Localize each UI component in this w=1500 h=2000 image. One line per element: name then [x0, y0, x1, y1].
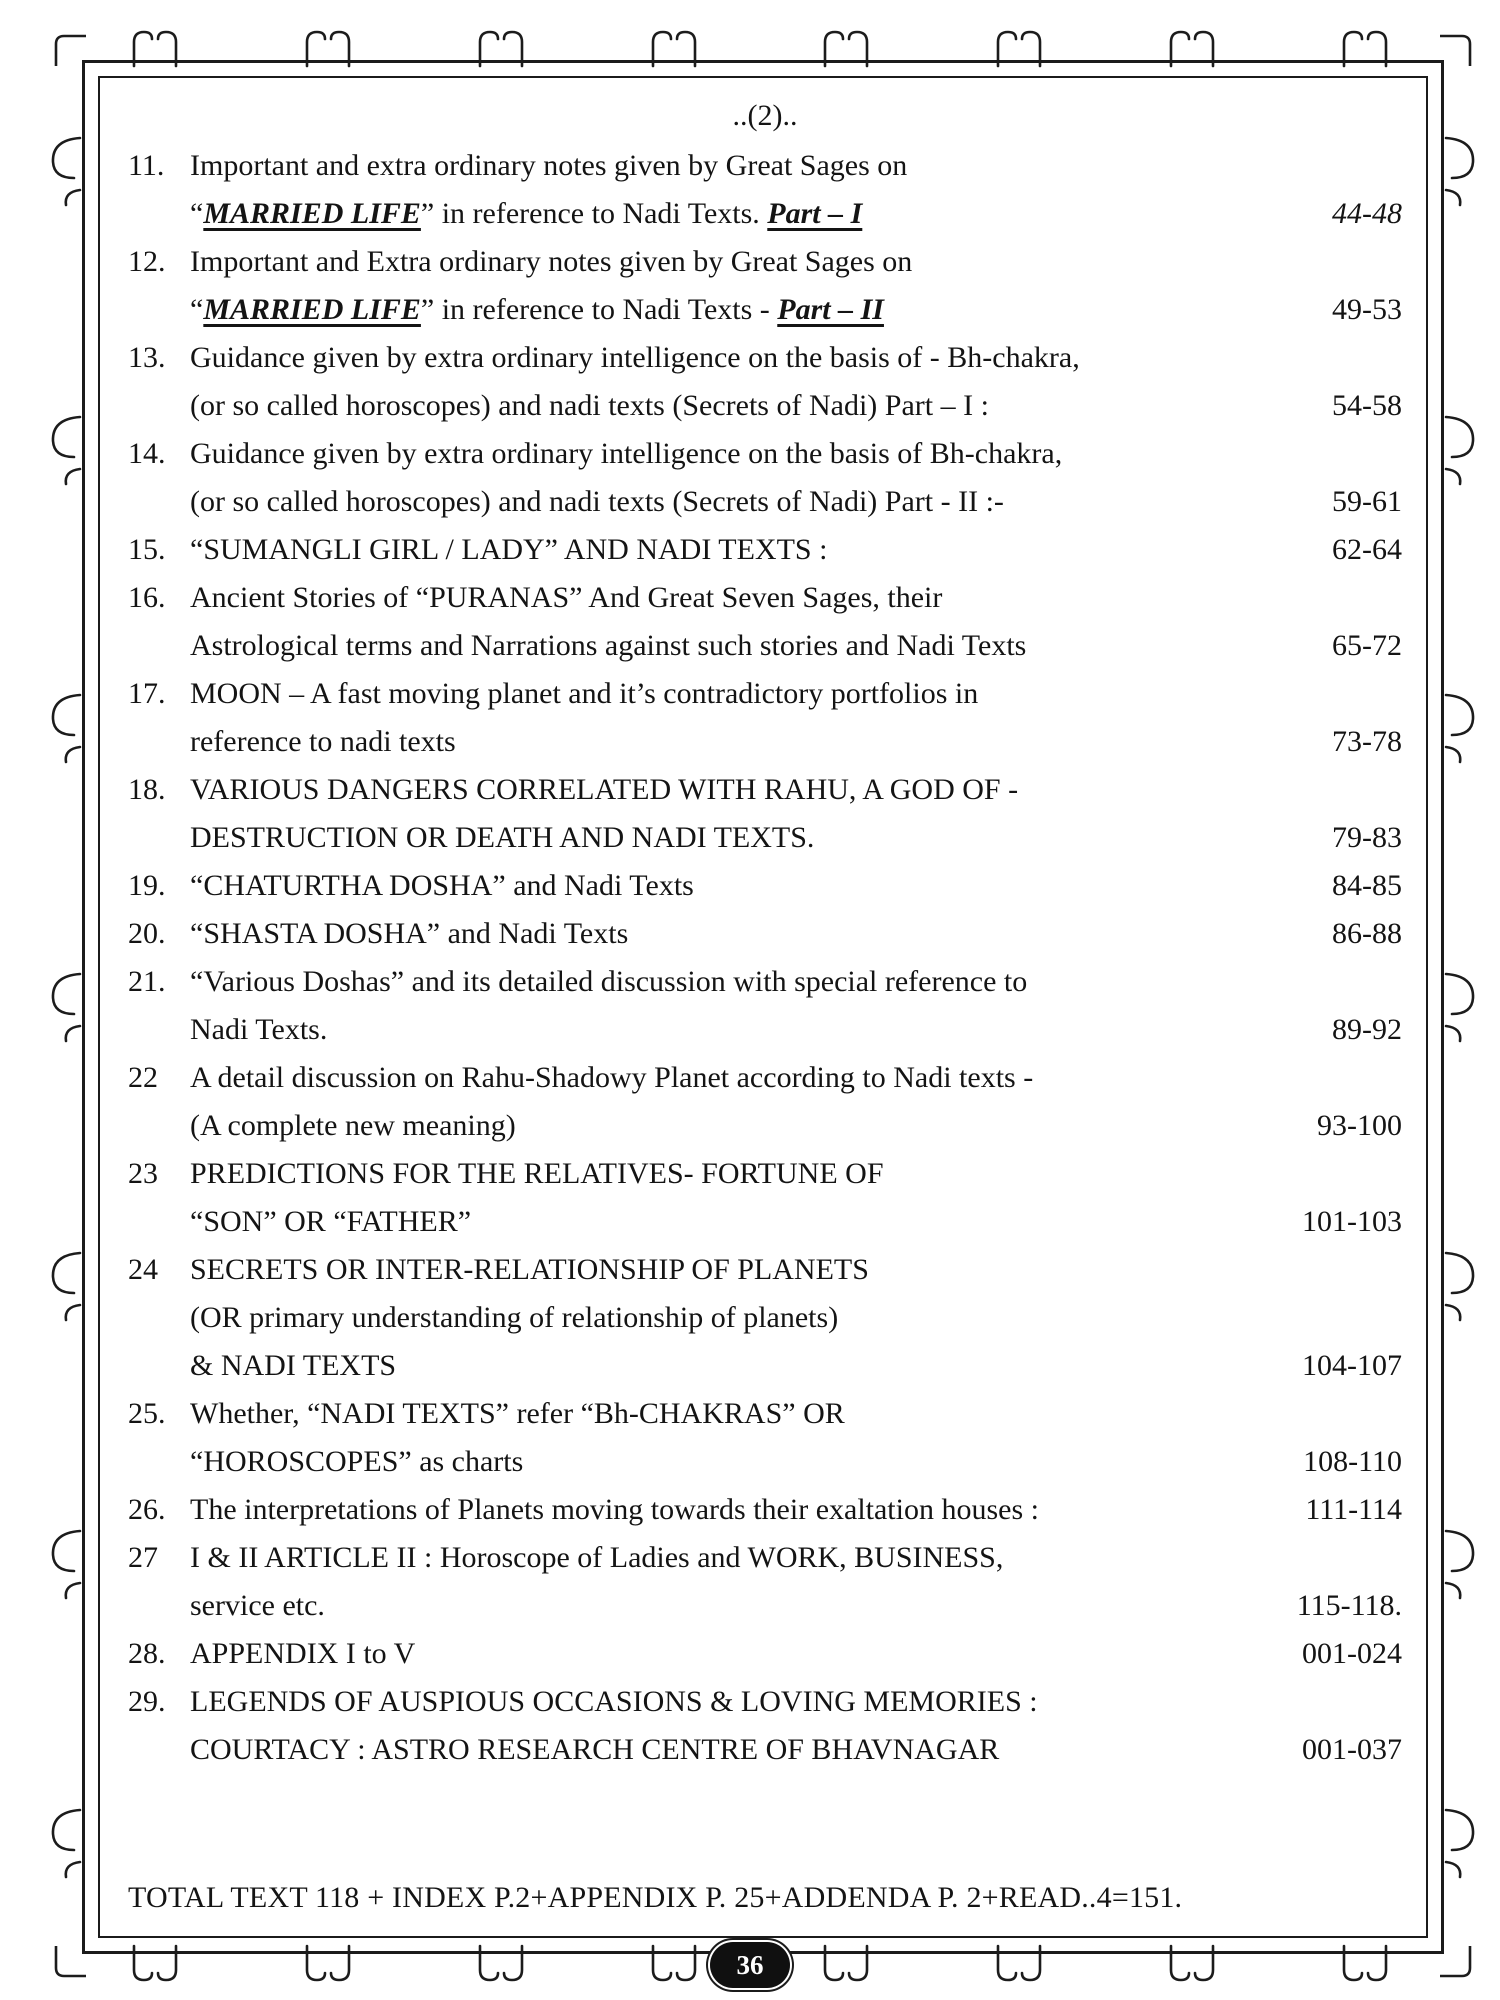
toc-entry-text — [190, 1150, 1270, 1198]
toc-entry-pages: 104-107 — [1302, 1349, 1402, 1382]
toc-text-segment: MARRIED LIFE — [203, 197, 421, 230]
toc-entry-number: 22 — [128, 1061, 158, 1094]
toc-entry-text — [190, 334, 1270, 382]
toc-entry-text — [190, 718, 1270, 766]
toc-line — [128, 142, 1402, 190]
toc-entry-number: 13. — [128, 341, 166, 374]
toc-text-segment: & NADI TEXTS — [190, 1349, 397, 1382]
toc-text-segment: (or so called horoscopes) and nadi texts (Secrets of Nadi) Part - II :- — [190, 485, 1004, 518]
toc-entry-text — [190, 862, 1270, 910]
hook-ornament-icon — [40, 1802, 82, 1880]
toc-line — [128, 1246, 1402, 1294]
toc-line — [128, 1582, 1402, 1630]
toc-text-segment: The interpretations of Planets moving towards their exaltation houses : — [190, 1493, 1039, 1526]
toc-line — [128, 718, 1402, 766]
toc-entry-text — [190, 1246, 1270, 1294]
toc-entry-pages: 73-78 — [1332, 725, 1402, 758]
toc-line — [128, 1438, 1402, 1486]
hook-ornament-icon — [1444, 130, 1486, 208]
toc-text-segment: “Various Doshas” and its detailed discussion with special reference to — [190, 965, 1028, 998]
hook-ornament-icon — [1444, 1245, 1486, 1323]
toc-entry-text — [190, 958, 1270, 1006]
toc-entry-text — [190, 1438, 1270, 1486]
toc-text-segment: Ancient Stories of “PURANAS” And Great Seven Sages, their — [190, 581, 943, 614]
toc-line — [128, 382, 1402, 430]
toc-text-segment: SECRETS OR INTER-RELATIONSHIP OF PLANETS — [190, 1253, 869, 1286]
toc-text-segment: “CHATURTHA DOSHA” and Nadi Texts — [190, 869, 694, 902]
hook-ornament-icon — [52, 32, 86, 66]
toc-entry-text — [190, 478, 1270, 526]
toc-text-segment: Whether, “NADI TEXTS” refer “Bh-CHAKRAS” OR — [190, 1397, 845, 1430]
toc-line — [128, 1006, 1402, 1054]
toc-text-segment: COURTACY : ASTRO RESEARCH CENTRE OF BHAVNAGAR — [190, 1733, 1000, 1766]
toc-entry-number: 19. — [128, 869, 166, 902]
toc-text-segment: “ — [190, 293, 204, 326]
hook-ornament-icon — [1444, 1802, 1486, 1880]
toc-entry-number: 24 — [128, 1253, 158, 1286]
hook-ornament-icon — [40, 687, 82, 765]
toc-entry-number: 14. — [128, 437, 166, 470]
toc-entry-text — [190, 1534, 1270, 1582]
toc-entry-pages: 59-61 — [1332, 485, 1402, 518]
toc-text-segment: APPENDIX I to V — [190, 1637, 416, 1670]
toc-entry-text — [190, 430, 1270, 478]
toc-entry-text — [190, 286, 1270, 334]
toc-entry-pages: 101-103 — [1302, 1205, 1402, 1238]
toc-text-segment: I & II ARTICLE II : Horoscope of Ladies and WORK, BUSINESS, — [190, 1541, 1004, 1574]
border-ornaments-left — [40, 130, 82, 1880]
toc-entry-text — [190, 1198, 1270, 1246]
toc-line — [128, 574, 1402, 622]
corner-ornament-top-left — [52, 32, 86, 66]
toc-entry-pages: 89-92 — [1332, 1013, 1402, 1046]
toc-line — [128, 1294, 1402, 1342]
toc-entry-text — [190, 910, 1270, 958]
toc-line — [128, 1726, 1402, 1774]
toc-entry-pages: 44-48 — [1332, 197, 1402, 230]
hook-ornament-icon — [1444, 1523, 1486, 1601]
hook-ornament-icon — [40, 409, 82, 487]
toc-text-segment: Part – I — [767, 197, 863, 230]
page-content — [128, 92, 1402, 1922]
toc-entry-number: 17. — [128, 677, 166, 710]
toc-entry-number: 26. — [128, 1493, 166, 1526]
toc-text-segment: “SON” OR “FATHER” — [190, 1205, 472, 1238]
toc-line — [128, 1342, 1402, 1390]
hook-ornament-icon — [40, 130, 82, 208]
toc-entry-text — [190, 1390, 1270, 1438]
hook-ornament-icon — [1444, 966, 1486, 1044]
toc-text-segment: “SHASTA DOSHA” and Nadi Texts — [190, 917, 629, 950]
toc-text-segment: Guidance given by extra ordinary intelligence on the basis of Bh-chakra, — [190, 437, 1063, 470]
hook-ornament-icon — [40, 1245, 82, 1323]
toc-entry-pages: 84-85 — [1332, 869, 1402, 902]
toc-entry-number: 20. — [128, 917, 166, 950]
toc-entry-pages: 108-110 — [1303, 1445, 1402, 1478]
toc-entry-number: 23 — [128, 1157, 158, 1190]
toc-line — [128, 1150, 1402, 1198]
hook-ornament-icon — [40, 966, 82, 1044]
toc-text-segment: “HOROSCOPES” as charts — [190, 1445, 524, 1478]
toc-entry-text — [190, 526, 1270, 574]
toc-entry-pages: 62-64 — [1332, 533, 1402, 566]
toc-line — [128, 238, 1402, 286]
toc-text-segment: Important and Extra ordinary notes given by Great Sages on — [190, 245, 913, 278]
toc-entry-number: 12. — [128, 245, 166, 278]
toc-text-segment: LEGENDS OF AUSPIOUS OCCASIONS & LOVING MEMORIES : — [190, 1685, 1038, 1718]
toc-text-segment: service etc. — [190, 1589, 325, 1622]
toc-line — [128, 478, 1402, 526]
hook-ornament-icon — [1444, 409, 1486, 487]
toc-entry-text — [190, 670, 1270, 718]
toc-entry-number: 18. — [128, 773, 166, 806]
toc-line — [128, 1102, 1402, 1150]
toc-entry-pages: 86-88 — [1332, 917, 1402, 950]
corner-ornament-bottom-left — [52, 1946, 86, 1980]
toc-text-segment: VARIOUS DANGERS CORRELATED WITH RAHU, A GOD OF - — [190, 773, 1019, 806]
toc-text-segment: (A complete new meaning) — [190, 1109, 516, 1142]
toc-entry-pages: 54-58 — [1332, 389, 1402, 422]
toc-text-segment: Nadi Texts. — [190, 1013, 328, 1046]
page-number: 36 — [736, 1949, 764, 1980]
toc-line — [128, 334, 1402, 382]
toc-entry-text — [190, 1102, 1270, 1150]
toc-entry-text — [190, 1294, 1270, 1342]
page-number-badge — [710, 1942, 790, 1988]
toc-line — [128, 910, 1402, 958]
toc-line — [128, 526, 1402, 574]
page-header: ..(2).. — [732, 99, 798, 132]
toc-line — [128, 1054, 1402, 1102]
toc-entry-text — [190, 238, 1270, 286]
hook-ornament-icon — [1440, 32, 1474, 66]
toc-text-segment: A detail discussion on Rahu-Shadowy Planet according to Nadi texts - — [190, 1061, 1034, 1094]
toc-line — [128, 1534, 1402, 1582]
toc-text-segment: PREDICTIONS FOR THE RELATIVES- FORTUNE OF — [190, 1157, 884, 1190]
toc-entry-pages: 93-100 — [1317, 1109, 1402, 1142]
toc-text-segment: MOON – A fast moving planet and it’s contradictory portfolios in — [190, 677, 979, 710]
toc-text-segment: “SUMANGLI GIRL / LADY” AND NADI TEXTS : — [190, 533, 828, 566]
toc-entry-text — [190, 622, 1270, 670]
toc-text-segment: Part – II — [777, 293, 884, 326]
toc-entries — [128, 142, 1402, 1774]
toc-entry-text — [190, 1630, 1270, 1678]
toc-line — [128, 1198, 1402, 1246]
toc-line — [128, 766, 1402, 814]
toc-entry-pages: 79-83 — [1332, 821, 1402, 854]
toc-entry-number: 16. — [128, 581, 166, 614]
toc-entry-number: 27 — [128, 1541, 158, 1574]
toc-line — [128, 1630, 1402, 1678]
hook-ornament-icon — [1440, 1946, 1474, 1980]
toc-line — [128, 622, 1402, 670]
toc-line — [128, 1486, 1402, 1534]
toc-entry-number: 21. — [128, 965, 166, 998]
toc-line — [128, 190, 1402, 238]
hook-ornament-icon — [1444, 687, 1486, 765]
corner-ornament-bottom-right — [1440, 1946, 1474, 1980]
toc-entry-pages: 115-118. — [1296, 1589, 1402, 1622]
toc-text-segment: (or so called horoscopes) and nadi texts (Secrets of Nadi) Part – I : — [190, 389, 989, 422]
toc-entry-text — [190, 1006, 1270, 1054]
toc-entry-text — [190, 190, 1270, 238]
total-line: TOTAL TEXT 118 + INDEX P.2+APPENDIX P. 25+ADDENDA P. 2+READ..4=151. — [128, 1881, 1183, 1914]
toc-entry-text — [190, 382, 1270, 430]
toc-entry-text — [190, 142, 1270, 190]
toc-line — [128, 814, 1402, 862]
toc-text-segment: ” in reference to Nadi Texts - — [420, 293, 778, 326]
toc-text-segment: “ — [190, 197, 204, 230]
toc-entry-number: 25. — [128, 1397, 166, 1430]
toc-text-segment: MARRIED LIFE — [203, 293, 421, 326]
toc-entry-text — [190, 574, 1270, 622]
toc-text-segment: ” in reference to Nadi Texts. — [420, 197, 768, 230]
toc-entry-pages: 111-114 — [1305, 1493, 1402, 1526]
toc-entry-text — [190, 814, 1270, 862]
hook-ornament-icon — [40, 1523, 82, 1601]
toc-line — [128, 1678, 1402, 1726]
toc-entry-number: 28. — [128, 1637, 166, 1670]
toc-line — [128, 670, 1402, 718]
toc-entry-text — [190, 1342, 1270, 1390]
toc-entry-pages: 49-53 — [1332, 293, 1402, 326]
toc-text-segment: reference to nadi texts — [190, 725, 456, 758]
toc-text-segment: Astrological terms and Narrations against such stories and Nadi Texts — [190, 629, 1027, 662]
toc-entry-text — [190, 1054, 1270, 1102]
toc-entry-text — [190, 1726, 1270, 1774]
toc-entry-number: 29. — [128, 1685, 166, 1718]
toc-entry-number: 15. — [128, 533, 166, 566]
toc-text-segment: DESTRUCTION OR DEATH AND NADI TEXTS. — [190, 821, 815, 854]
toc-line — [128, 286, 1402, 334]
toc-line — [128, 862, 1402, 910]
toc-text-segment: (OR primary understanding of relationship of planets) — [190, 1301, 839, 1334]
toc-line — [128, 1390, 1402, 1438]
toc-entry-pages: 65-72 — [1332, 629, 1402, 662]
toc-entry-text — [190, 766, 1270, 814]
hook-ornament-icon — [52, 1946, 86, 1980]
toc-entry-pages: 001-037 — [1302, 1733, 1402, 1766]
corner-ornament-top-right — [1440, 32, 1474, 66]
toc-line — [128, 430, 1402, 478]
toc-entry-text — [190, 1678, 1270, 1726]
toc-line — [128, 958, 1402, 1006]
toc-text-segment: Guidance given by extra ordinary intelligence on the basis of - Bh-chakra, — [190, 341, 1080, 374]
toc-entry-text — [190, 1486, 1270, 1534]
toc-entry-pages: 001-024 — [1302, 1637, 1402, 1670]
toc-text-segment: Important and extra ordinary notes given by Great Sages on — [190, 149, 908, 182]
toc-entry-number: 11. — [128, 149, 165, 182]
toc-entry-text — [190, 1582, 1270, 1630]
border-ornaments-right — [1444, 130, 1486, 1880]
